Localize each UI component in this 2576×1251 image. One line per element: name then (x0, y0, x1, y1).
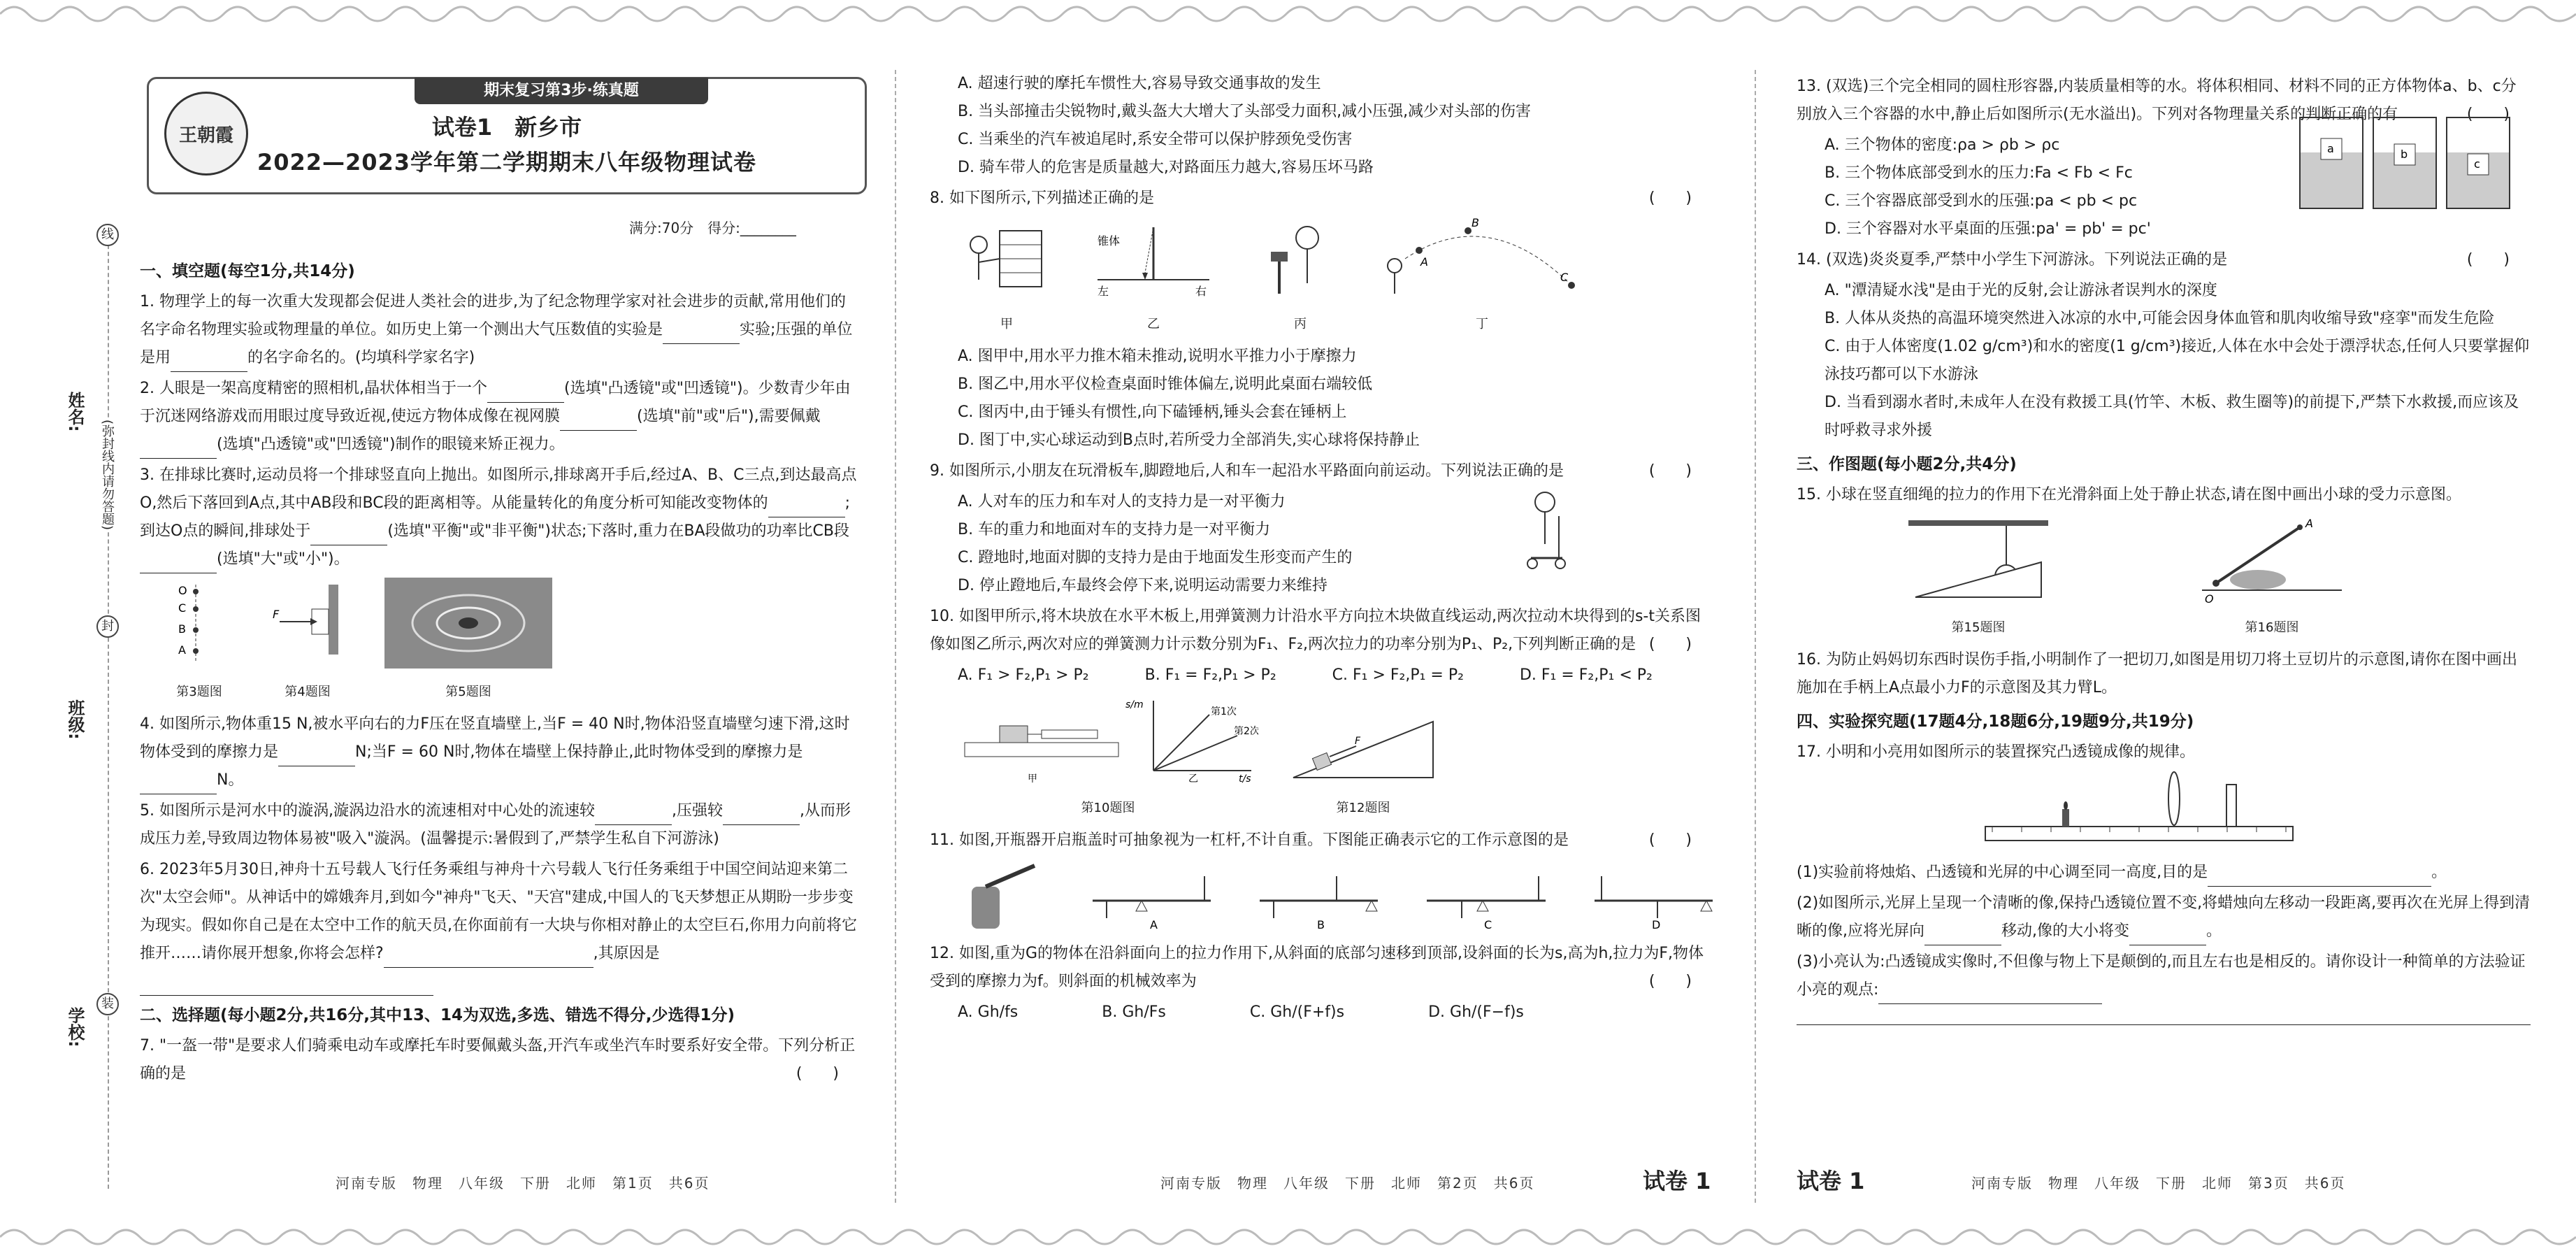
column-3 (1797, 70, 2531, 1028)
question-14: 14. (双选)炎炎夏季,严禁中小学生下河游泳。下列说法正确的是 ( ) (1797, 246, 2531, 274)
lever-option-a (1086, 859, 1211, 936)
svg-text:第2次: 第2次 (1234, 726, 1258, 737)
question-13: 13. (双选)三个完全相同的圆柱形容器,内装质量相等的水。将体积相同、材料不同的正方体物体a、b、c分别放入三个容器的水中,静止后如图所示(无水溢出)。下列对各物理量关系的判断正确的有 ( ) (1797, 73, 2531, 129)
section-drawing: 三、作图题(每小题2分,共4分) (1797, 455, 2017, 473)
figure-4 (259, 578, 357, 706)
question-11: 11. 如图,开瓶器开启瓶盖时可抽象视为一杠杆,不计自重。下图能正确表示它的工作示意图的是 ( ) (930, 827, 1713, 855)
q10-option-d: D. F₁ = F₂,P₁ < P₂ (1519, 666, 1653, 684)
whirlpool-photo (384, 578, 552, 669)
q12-option-c: C. Gh/(F+f)s (1249, 1003, 1345, 1021)
question-5: 5. 如图所示是河水中的漩涡,漩涡边沿水的流速相对中心处的流速较 ,压强较 ,从而形成压力差,导致周边物体易被"吸入"漩涡。(温馨提示:暑假到了,严禁学生私自下河游泳) (140, 802, 851, 848)
figure-caption: 第3题图 (176, 685, 222, 699)
column-2 (930, 70, 1713, 1027)
footer-page-2: 河南专版 物理 八年级 下册 北师 第2页 共6页 (1160, 1175, 1535, 1192)
q7-option-d: D. 骑车带人的危害是质量越大,对路面压力越大,容易压坏马路 (958, 159, 1374, 176)
q9-option-d: D. 停止蹬地后,车最终会停下来,说明运动需要力来维持 (958, 577, 1327, 594)
question-3: 3. 在排球比赛时,运动员将一个排球竖直向上抛出。如图所示,排球离开手后,经过A、B、C三点,到达最高点O,然后下落回到A点,其中AB段和BC段的距离相等。从能量转化的角度分析可知能改变物体的 ;到达O点的瞬间,排球处于 (选填"平衡"或"非平衡")状态;下落时,重力在BA段做功的功率比CB段(选填"大"或"小")。 (140, 462, 860, 573)
figure-caption: 乙 (1147, 317, 1160, 331)
q12-option-d: D. Gh/(F−f)s (1428, 1003, 1524, 1021)
figures-q11 (958, 859, 1713, 936)
q10-option-c: C. F₁ > F₂,P₁ = P₂ (1332, 666, 1464, 684)
q8-option-a: A. 图甲中,用水平力推木箱未推动,说明水平推力小于摩擦力 (958, 348, 1357, 365)
q9-option-c: C. 蹬地时,地面对脚的支持力是由于地面发生形变而产生的 (958, 549, 1353, 566)
figure-10 (958, 694, 1258, 822)
svg-text:A: A (1149, 918, 1158, 931)
answer-blank[interactable] (723, 807, 800, 825)
answer-paren[interactable]: ( ) (1648, 636, 1692, 653)
publisher-logo: 王朝霞 (164, 92, 248, 176)
school-label: 学校: (65, 1007, 85, 1048)
wave-border-bottom (0, 1223, 2576, 1251)
svg-text:C: C (178, 601, 187, 615)
section-choice: 二、选择题(每小题2分,共16分,其中13、14为双选,多选、错选不得分,少选得1分) (140, 1006, 735, 1024)
figure-caption: 甲 (1000, 317, 1013, 331)
column-1 (140, 252, 860, 1091)
figures-q8 (958, 217, 1713, 338)
figure-caption: 第12题图 (1336, 801, 1390, 815)
svg-text:F: F (273, 608, 280, 621)
seal-mark-seal: 封 (96, 615, 119, 638)
q9-options (930, 488, 1713, 600)
q14-option-b: B. 人体从炎热的高温环境突然进入冰凉的水中,可能会因身体血管和肌肉收缩导致"痉挛"而发生危险 (1825, 310, 2495, 327)
q13-option-d: D. 三个容器对水平桌面的压强:pa' = pb' = pc' (1825, 220, 2151, 238)
cutter-lever-diagram (2195, 513, 2349, 604)
q10-option-a: A. F₁ > F₂,P₁ > P₂ (958, 666, 1089, 684)
seal-mark-line: 线 (96, 224, 119, 246)
question-7: 7. "一盔一带"是要求人们骑乘电动车或摩托车时要佩戴头盔,开汽车或坐汽车时要系好安全带。下列分析正确的是 ( ) (140, 1032, 860, 1088)
svg-text:F: F (1355, 736, 1361, 747)
answer-blank[interactable] (140, 441, 217, 459)
question-17-part-2: (2)如图所示,光屏上呈现一个清晰的像,保持凸透镜位置不变,将蜡烛向左移动一段距离,要再次在光屏上得到清晰的像,应将光屏向 移动,像的大小将变 。 (1797, 889, 2531, 945)
figure-15 (1901, 513, 2055, 642)
question-8: 8. 如下图所示,下列描述正确的是 ( ) (930, 185, 1713, 213)
answer-blank[interactable] (595, 807, 672, 825)
paper-stamp-left: 试卷 1 (1797, 1168, 1865, 1194)
figure-caption: 第15题图 (1951, 620, 2006, 635)
q7-option-b: B. 当头部撞击尖锐物时,戴头盔大大增大了头部受力面积,减小压强,减少对头部的伤害 (958, 103, 1532, 120)
shot-put-trajectory (1377, 217, 1587, 301)
svg-text:b: b (2401, 148, 2408, 161)
lever-option-b (1253, 859, 1378, 936)
svg-text:右: 右 (1195, 285, 1207, 298)
answer-blank[interactable] (140, 978, 433, 996)
name-label: 姓名: (65, 392, 85, 432)
exam-subtitle: 2022—2023学年第二学期期末八年级物理试卷 (257, 149, 757, 176)
svg-text:C: C (1484, 918, 1492, 931)
svg-text:A: A (178, 643, 186, 657)
figure-8-ding (1377, 217, 1587, 338)
svg-text:B: B (1472, 217, 1479, 229)
answer-blank[interactable] (768, 499, 845, 517)
answer-paren[interactable]: ( ) (1648, 190, 1692, 207)
q14-option-c: C. 由于人体密度(1.02 g/cm³)和水的密度(1 g/cm³)接近,人体在水中会处于漂浮状态,任何人只要掌握仰泳技巧都可以下水游泳 (1825, 338, 2530, 383)
answer-blank[interactable] (560, 413, 637, 431)
wave-border-top (0, 0, 2576, 28)
q10-option-b: B. F₁ = F₂,P₁ > P₂ (1144, 666, 1276, 684)
footer-page-3: 河南专版 物理 八年级 下册 北师 第3页 共6页 (1971, 1175, 2346, 1192)
question-16: 16. 为防止妈妈切东西时误伤手指,小明制作了一把切刀,如图是用切刀将土豆切片的示意图,请你在图中画出施加在手柄上A点最小力F的示意图及其力臂L。 (1797, 651, 2517, 696)
question-12: 12. 如图,重为G的物体在沿斜面向上的拉力作用下,从斜面的底部匀速移到顶部,设斜面的长为s,高为h,拉力为F,物体受到的摩擦力为f。则斜面的机械效率为 ( ) (930, 940, 1713, 996)
answer-paren[interactable]: ( ) (1648, 831, 1692, 849)
answer-blank[interactable] (140, 555, 217, 573)
figure-caption: 第4题图 (285, 685, 331, 699)
figure-17 (1978, 771, 2531, 855)
q13-option-b: B. 三个物体底部受到水的压力:Fa < Fb < Fc (1825, 164, 2133, 182)
column-divider-2 (1755, 70, 1756, 1203)
q8-option-c: C. 图丙中,由于锤头有惯性,向下磕锤柄,锤头会套在锤柄上 (958, 403, 1347, 421)
footer-page-1: 河南专版 物理 八年级 下册 北师 第1页 共6页 (336, 1175, 710, 1192)
svg-text:锥体: 锥体 (1098, 234, 1121, 248)
figure-5 (384, 578, 552, 706)
answer-blank[interactable] (310, 527, 387, 545)
question-6: 6. 2023年5月30日,神舟十五号载人飞行任务乘组与神舟十六号载人飞行任务乘组于中国空间站迎来第二次"太空会师"。从神话中的嫦娥奔月,到如今"神舟"飞天、"天宫"建成,中国人的飞天梦想正从期盼一步步变为现实。假如你自己是在太空中工作的航天员,在你面前有一大块与你相对静止的太空巨石,你用力向前将它推开……请你展开想象,你将会怎样? ,其原因是 (140, 856, 860, 996)
figure-8-yi (1084, 217, 1223, 338)
ball-on-slope-diagram (1901, 513, 2055, 604)
figures-3-5 (168, 578, 860, 706)
figures-15-16 (1901, 513, 2531, 642)
exam-header (147, 77, 867, 194)
answer-paren[interactable]: ( ) (1648, 462, 1692, 480)
svg-text:第1次: 第1次 (1211, 706, 1237, 717)
binding-sidebar (42, 224, 126, 1189)
q12-option-b: B. Gh/Fs (1102, 1003, 1166, 1021)
svg-text:t/s: t/s (1239, 773, 1251, 785)
svg-text:左: 左 (1098, 285, 1109, 298)
figure-caption: 丁 (1476, 317, 1488, 331)
question-4: 4. 如图所示,物体重15 N,被水平向右的力F压在竖直墙壁上,当F = 40 N时,物体沿竖直墙壁匀速下滑,这时物体受到的摩擦力是 N;当F = 60 N时,物体在墙壁上保持静止,此时物体受到的摩擦力是N。 (140, 710, 860, 794)
answer-blank[interactable] (171, 354, 247, 372)
svg-text:A: A (2305, 517, 2313, 530)
question-17-part-1: (1)实验前将烛焰、凸透镜和光屏的中心调至同一高度,目的是 。 (1797, 859, 2531, 887)
answer-blank[interactable] (663, 326, 740, 344)
section-experiment: 四、实验探究题(17题4分,18题6分,19题9分,共19分) (1797, 713, 2194, 731)
wall-force-diagram (259, 578, 357, 669)
svg-text:B: B (1317, 918, 1325, 931)
answer-paren[interactable]: ( ) (1648, 973, 1692, 990)
inclined-plane-diagram (1286, 708, 1440, 785)
q14-option-d: D. 当看到溺水者时,未成年人在没有救援工具(竹竿、木板、救生圈等)的前提下,严禁下水救援,而应该及时呼救寻求外援 (1825, 394, 2519, 439)
svg-text:s/m: s/m (1125, 699, 1144, 710)
push-box-illustration (958, 217, 1056, 301)
answer-paren[interactable]: ( ) (2466, 106, 2510, 123)
q13-option-c: C. 三个容器底部受到水的压强:pa < pb < pc (1825, 192, 2138, 210)
svg-text:甲: 甲 (1028, 773, 1037, 785)
level-instrument-diagram (1084, 217, 1223, 301)
q10-options (958, 662, 1713, 689)
q12-options (958, 999, 1713, 1027)
svg-text:C: C (1560, 271, 1569, 284)
optical-bench-diagram (1978, 771, 2300, 855)
answer-blank[interactable] (1797, 1007, 2531, 1025)
answer-blank[interactable] (2208, 868, 2431, 887)
seal-mark-bind: 装 (96, 993, 119, 1015)
figure-caption: 第16题图 (2245, 620, 2299, 635)
question-1: 1. 物理学上的每一次重大发现都会促进人类社会的进步,为了纪念物理学家对社会进步的贡献,常用他们的名字命名物理实验或物理量的单位。如历史上第一个测出大气压数值的实验是 实验;压强的单位是用 的名字命名的。(均填科学家名字) (140, 288, 860, 372)
question-17: 17. 小明和小亮用如图所示的装置探究凸透镜成像的规律。 (1797, 743, 2195, 761)
bottle-opener-illustration (958, 859, 1044, 936)
q13-option-a: A. 三个物体的密度:ρa > ρb > ρc (1825, 136, 2060, 154)
seal-note: (弥封线内请勿答题) (98, 420, 116, 530)
figure-16 (2195, 513, 2349, 642)
header-banner: 期末复习第3步·练真题 (415, 78, 708, 104)
figure-8-bing (1251, 217, 1349, 338)
scooter-child-illustration (1517, 488, 1573, 572)
svg-text:B: B (178, 622, 186, 636)
hammer-illustration (1251, 217, 1349, 301)
three-containers-diagram (2293, 110, 2517, 215)
seal-line (108, 224, 109, 1189)
figure-caption: 丙 (1294, 317, 1307, 331)
question-2: 2. 人眼是一架高度精密的照相机,晶状体相当于一个 (选填"凸透镜"或"凹透镜")。少数青少年由于沉迷网络游戏而用眼过度导致近视,使远方物体成像在视网膜 (选填"前"或"后"),需要佩戴(选填"凸透镜"或"凹透镜")制作的眼镜来矫正视力。 (140, 375, 860, 459)
q9-option-b: B. 车的重力和地面对车的支持力是一对平衡力 (958, 521, 1271, 538)
figure-12 (1286, 708, 1440, 822)
q12-option-a: A. Gh/fs (958, 1003, 1019, 1021)
score-line: 满分:70分 得分:________ (629, 220, 796, 236)
q13-options (1797, 131, 2531, 243)
question-10: 10. 如图甲所示,将木块放在水平木板上,用弹簧测力计沿水平方向拉木块做直线运动,两次拉动木块得到的s-t关系图像如图乙所示,两次对应的弹簧测力计示数分别为F₁、F₂,两次拉力的功率分别为P₁、P₂,下列判断正确的是 ( ) (930, 603, 1713, 659)
figure-8-jia (958, 217, 1056, 338)
svg-text:a: a (2327, 142, 2334, 155)
column-divider-1 (895, 70, 896, 1203)
q8-option-d: D. 图丁中,实心球运动到B点时,若所受力全部消失,实心球将保持静止 (958, 431, 1420, 449)
answer-blank[interactable] (140, 776, 217, 794)
class-label: 班级: (65, 699, 85, 740)
svg-text:O: O (2205, 592, 2214, 604)
answer-paren[interactable]: ( ) (796, 1065, 839, 1082)
exam-title: 试卷1 新乡市 (431, 114, 582, 141)
figures-10-12 (958, 694, 1713, 822)
q14-option-a: A. "潭清疑水浅"是由于光的反射,会让游泳者误判水的深度 (1825, 282, 2217, 299)
question-9: 9. 如图所示,小朋友在玩滑板车,脚蹬地后,人和车一起沿水平路面向前运动。下列说法正确的是 ( ) (930, 457, 1713, 485)
figure-caption: 第10题图 (1081, 801, 1135, 815)
question-15: 15. 小球在竖直细绳的拉力的作用下在光滑斜面上处于静止状态,请在图中画出小球的受力示意图。 (1797, 486, 2461, 503)
volleyball-path-diagram (168, 578, 231, 669)
answer-blank[interactable] (384, 950, 593, 968)
answer-blank[interactable] (1878, 986, 2102, 1004)
spring-scale-st-graph (958, 694, 1258, 785)
figure-3 (168, 578, 231, 706)
q9-option-a: A. 人对车的压力和车对人的支持力是一对平衡力 (958, 493, 1286, 510)
q7-option-a: A. 超速行驶的摩托车惯性大,容易导致交通事故的发生 (958, 75, 1321, 92)
q8-option-b: B. 图乙中,用水平仪检查桌面时锥体偏左,说明此桌面右端较低 (958, 376, 1373, 393)
question-17-part-3: (3)小亮认为:凸透镜成实像时,不但像与物上下是颠倒的,而且左右也是相反的。请你设计一种简单的方法验证小亮的观点: (1797, 948, 2531, 1025)
lever-option-c (1420, 859, 1545, 936)
answer-blank[interactable] (1924, 927, 2001, 945)
answer-blank[interactable] (278, 748, 355, 766)
section-fill-in: 一、填空题(每空1分,共14分) (140, 262, 355, 280)
answer-blank[interactable] (2129, 927, 2206, 945)
answer-paren[interactable]: ( ) (2466, 251, 2510, 269)
svg-text:A: A (1420, 255, 1428, 269)
svg-text:D: D (1651, 918, 1661, 931)
svg-text:c: c (2474, 157, 2480, 171)
paper-stamp-right: 试卷 1 (1643, 1168, 1711, 1194)
figure-caption: 第5题图 (445, 685, 491, 699)
svg-text:O: O (178, 584, 187, 597)
lever-option-d (1588, 859, 1713, 936)
answer-blank[interactable] (487, 385, 564, 403)
q7-option-c: C. 当乘坐的汽车被追尾时,系安全带可以保护脖颈免受伤害 (958, 131, 1353, 148)
svg-text:乙: 乙 (1188, 773, 1198, 785)
